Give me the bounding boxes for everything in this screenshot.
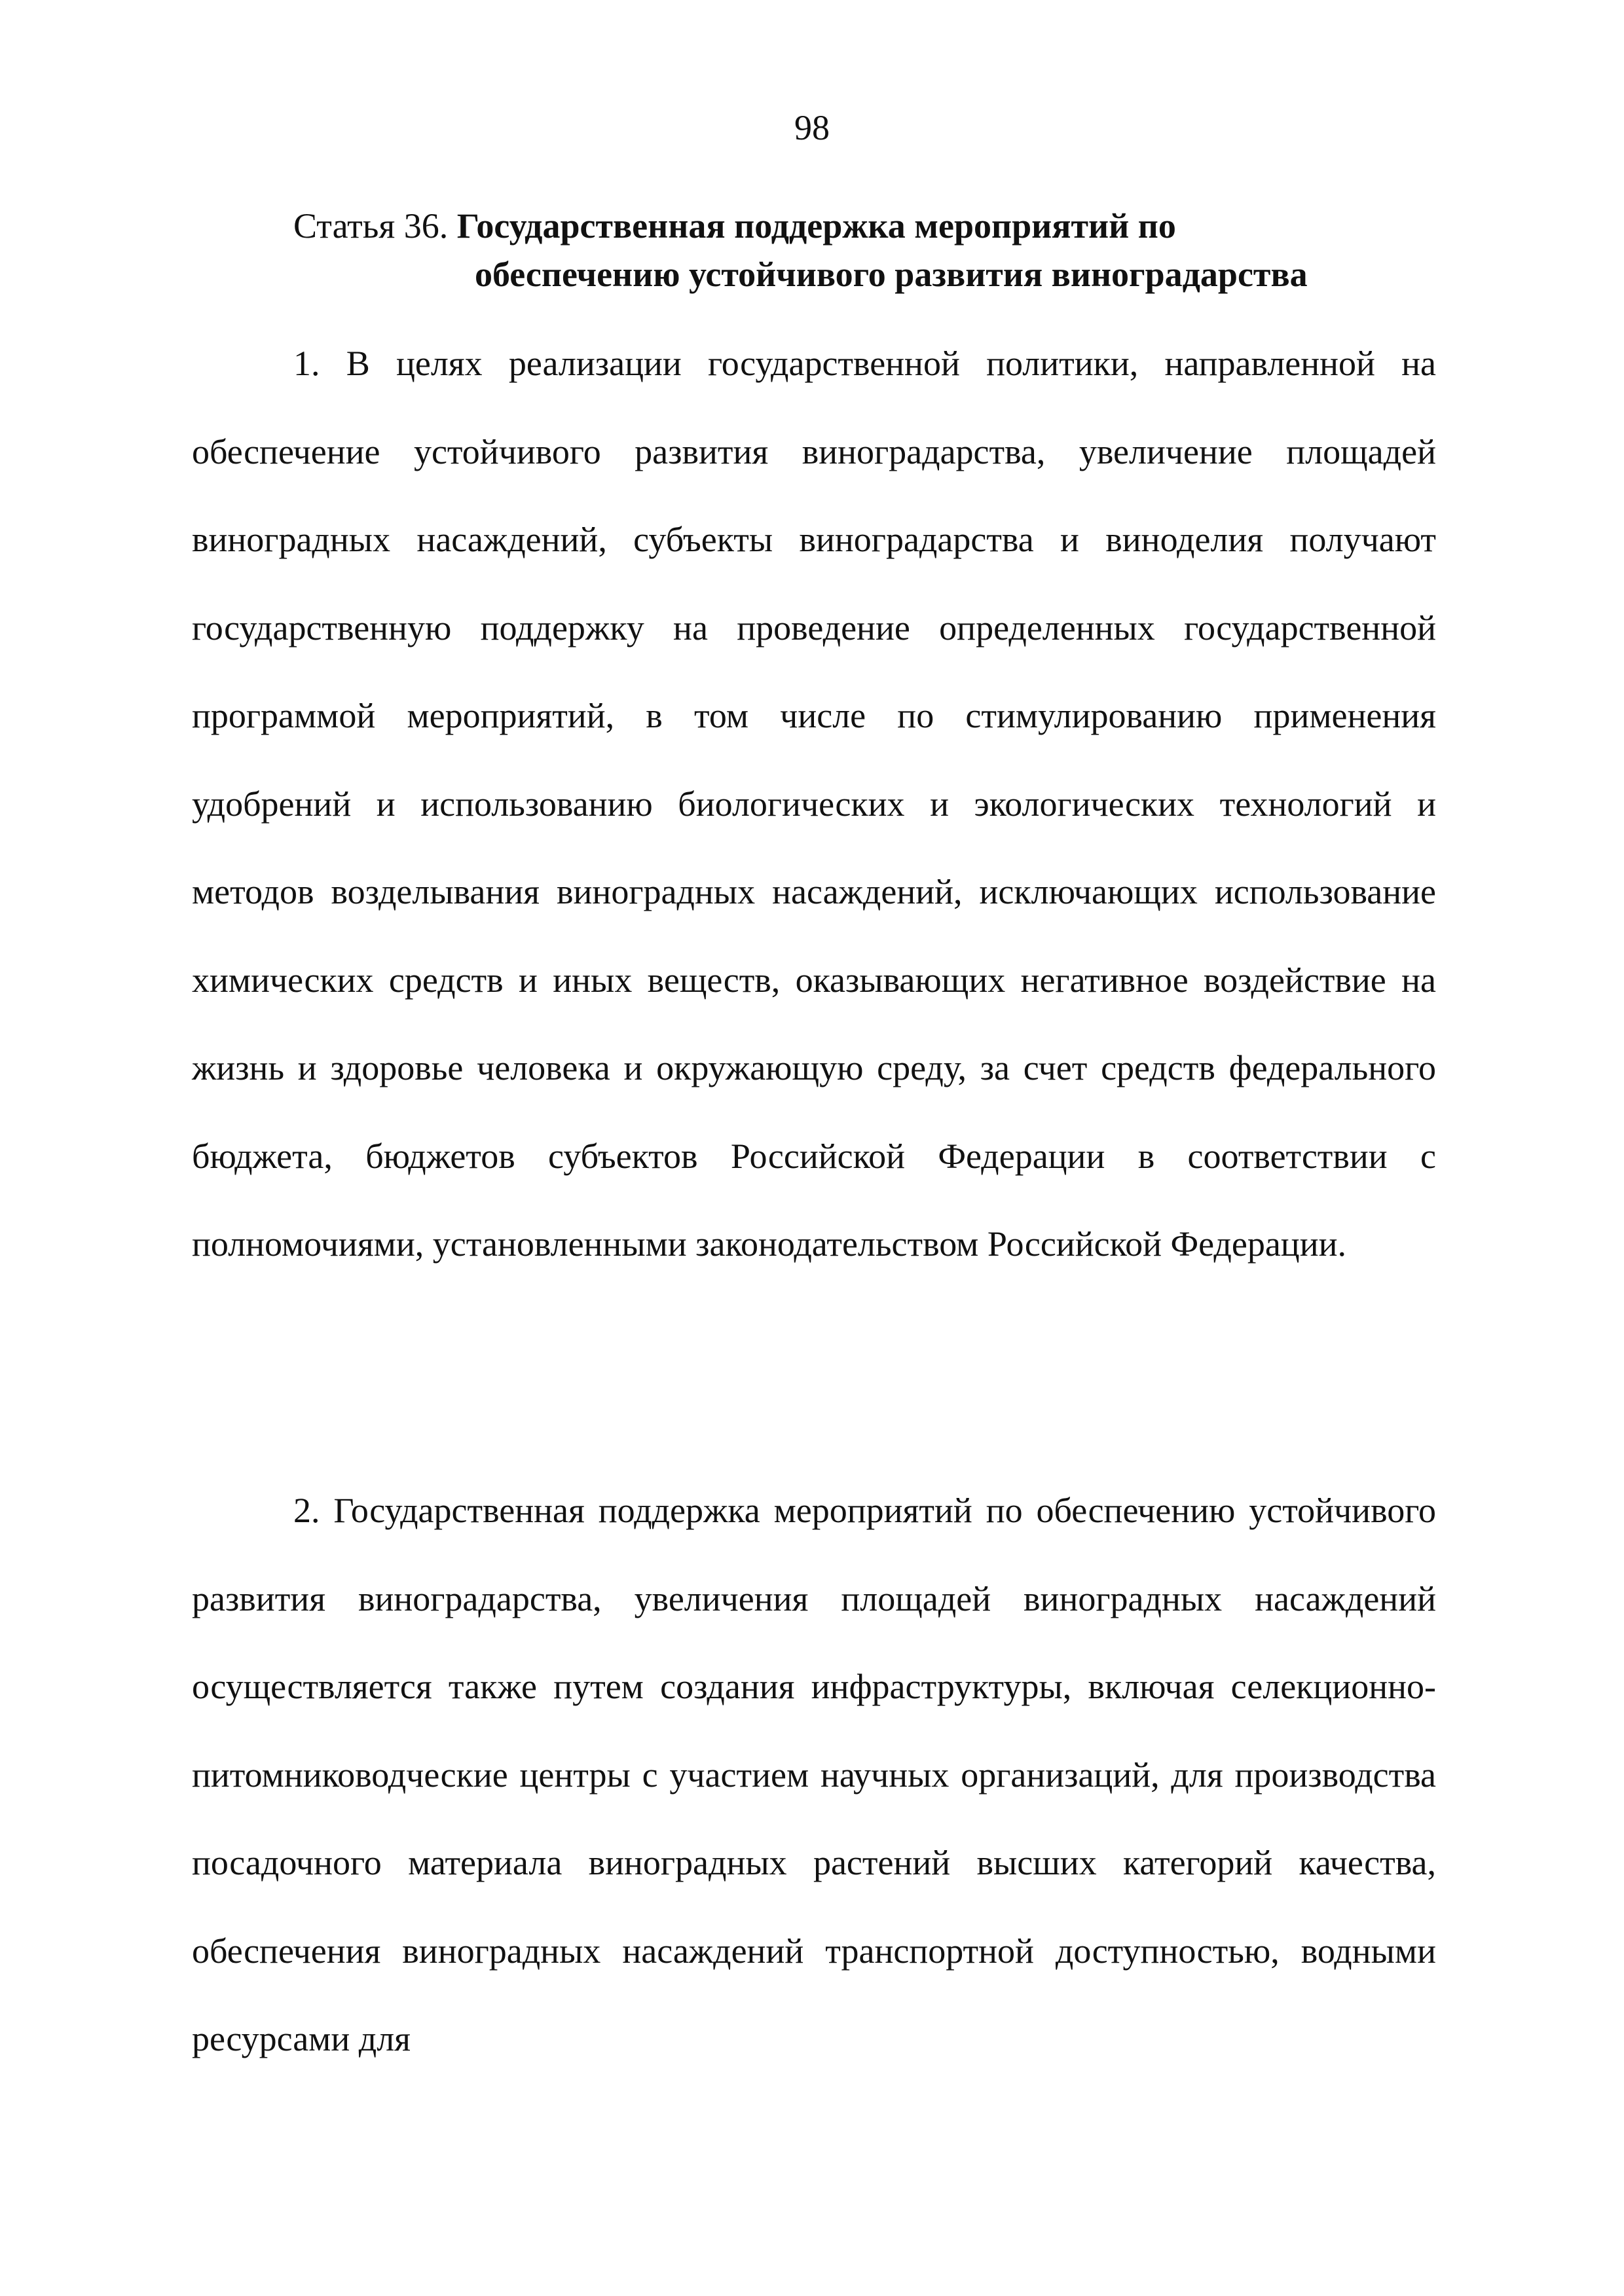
paragraph-2: 2. Государственная поддержка мероприятий по обеспечению устойчивого развития виноградарства, увеличения площадей виноградных насаждений осуществляется также путем создания инфраструктуры, включая селекционно-питомниководческие центры с участием научных организаций, для производства посадочного материала виноградных растений высших категорий качества, обеспечения виноградных насаждений транспортной доступностью, водными ресурсами для [192, 1491, 1436, 2058]
paragraph-1: 1. В целях реализации государственной политики, направленной на обеспечение устойчивого развития виноградарства, увеличение площадей виноградных насаждений, субъекты виноградарства и виноделия получают государственную поддержку на проведение определенных государственной программой мероприятий, в том числе по стимулированию применения удобрений и использованию биологических и экологических технологий и методов возделывания виноградных насаждений, исключающих использование химических средств и иных веществ, оказывающих негативное воздействие на жизнь и здоровье человека и окружающую среду, за счет средств федерального бюджета, бюджетов субъектов Российской Федерации в соответствии с полномочиями, установленными законодательством Российской Федерации. [192, 344, 1436, 1264]
article-title-line2: обеспечению устойчивого развития виноградарства [475, 255, 1308, 294]
article-title-line1: Государственная поддержка мероприятий по [456, 206, 1176, 246]
paragraph-1-block [192, 319, 1436, 1288]
paragraph-2-block [192, 1467, 1436, 2083]
article-label: Статья 36. [293, 206, 449, 246]
article-heading [293, 202, 1446, 299]
page-number: 98 [794, 108, 830, 147]
